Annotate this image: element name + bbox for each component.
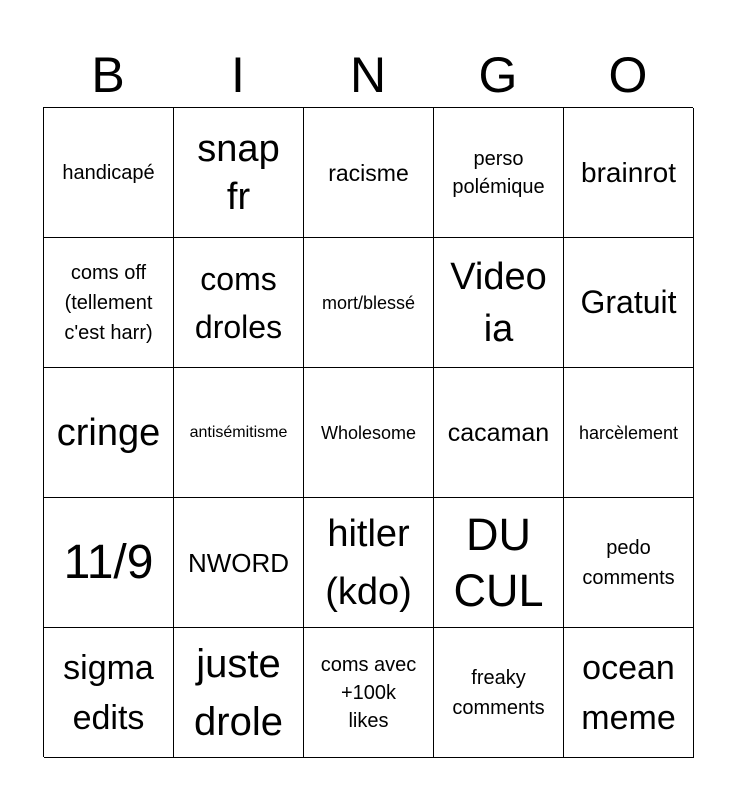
bingo-card: [43, 107, 693, 757]
cell-text: cringe: [56, 411, 161, 454]
cell-text: handicapé: [62, 161, 155, 184]
bingo-cell[interactable]: [174, 238, 304, 368]
bingo-cell[interactable]: [174, 368, 304, 498]
bingo-cell[interactable]: [174, 108, 304, 238]
bingo-cell[interactable]: [174, 498, 304, 628]
cell-text: coms off (tellement c'est harr): [64, 261, 153, 344]
bingo-cell[interactable]: [434, 238, 564, 368]
cell-text: freaky comments: [452, 666, 545, 719]
cell-text: racisme: [328, 159, 409, 186]
header-letter-g: G: [478, 47, 518, 103]
bingo-cell[interactable]: [564, 498, 694, 628]
header-letter-n: N: [349, 47, 387, 103]
cell-text: hitler (kdo): [325, 512, 412, 613]
cell-text: snap fr: [197, 127, 280, 218]
bingo-cell[interactable]: [434, 498, 564, 628]
cell-text: antisémitisme: [189, 423, 288, 441]
cell-text: 11/9: [63, 535, 154, 589]
bingo-cell[interactable]: [304, 238, 434, 368]
header-letter-o: O: [608, 47, 648, 103]
bingo-cell[interactable]: [564, 628, 694, 758]
bingo-cell[interactable]: [44, 628, 174, 758]
cell-text: cacaman: [447, 418, 550, 447]
bingo-cell[interactable]: [434, 628, 564, 758]
cell-text: sigma edits: [63, 648, 154, 737]
cell-text: mort/blessé: [321, 292, 416, 313]
bingo-cell[interactable]: [44, 238, 174, 368]
bingo-cell[interactable]: [434, 108, 564, 238]
header-letter-i: I: [231, 47, 245, 103]
bingo-cell[interactable]: [564, 238, 694, 368]
bingo-cell[interactable]: [44, 368, 174, 498]
header-letter-b: B: [91, 47, 125, 103]
bingo-cell[interactable]: [304, 108, 434, 238]
bingo-cell[interactable]: [564, 368, 694, 498]
cell-text: harcèlement: [578, 422, 679, 443]
cell-text: brainrot: [581, 156, 676, 188]
bingo-cell[interactable]: [304, 368, 434, 498]
cell-text: ocean meme: [581, 648, 676, 737]
cell-text: juste drole: [194, 641, 283, 744]
cell-text: coms avec +100k likes: [320, 653, 417, 732]
cell-text: Gratuit: [580, 284, 677, 320]
cell-text: Video ia: [450, 255, 547, 350]
bingo-cell[interactable]: [174, 628, 304, 758]
bingo-cell[interactable]: [304, 628, 434, 758]
cell-text: NWORD: [187, 547, 290, 578]
bingo-cell[interactable]: [434, 368, 564, 498]
cell-text: pedo comments: [582, 536, 675, 589]
bingo-cell[interactable]: [44, 108, 174, 238]
cell-text: perso polémique: [452, 147, 545, 198]
bingo-cell[interactable]: [44, 498, 174, 628]
cell-text: Wholesome: [320, 422, 417, 443]
cell-text: DU CUL: [453, 508, 544, 616]
bingo-header: [43, 44, 693, 106]
cell-text: coms droles: [194, 260, 283, 345]
bingo-cell[interactable]: [304, 498, 434, 628]
bingo-cell[interactable]: [564, 108, 694, 238]
